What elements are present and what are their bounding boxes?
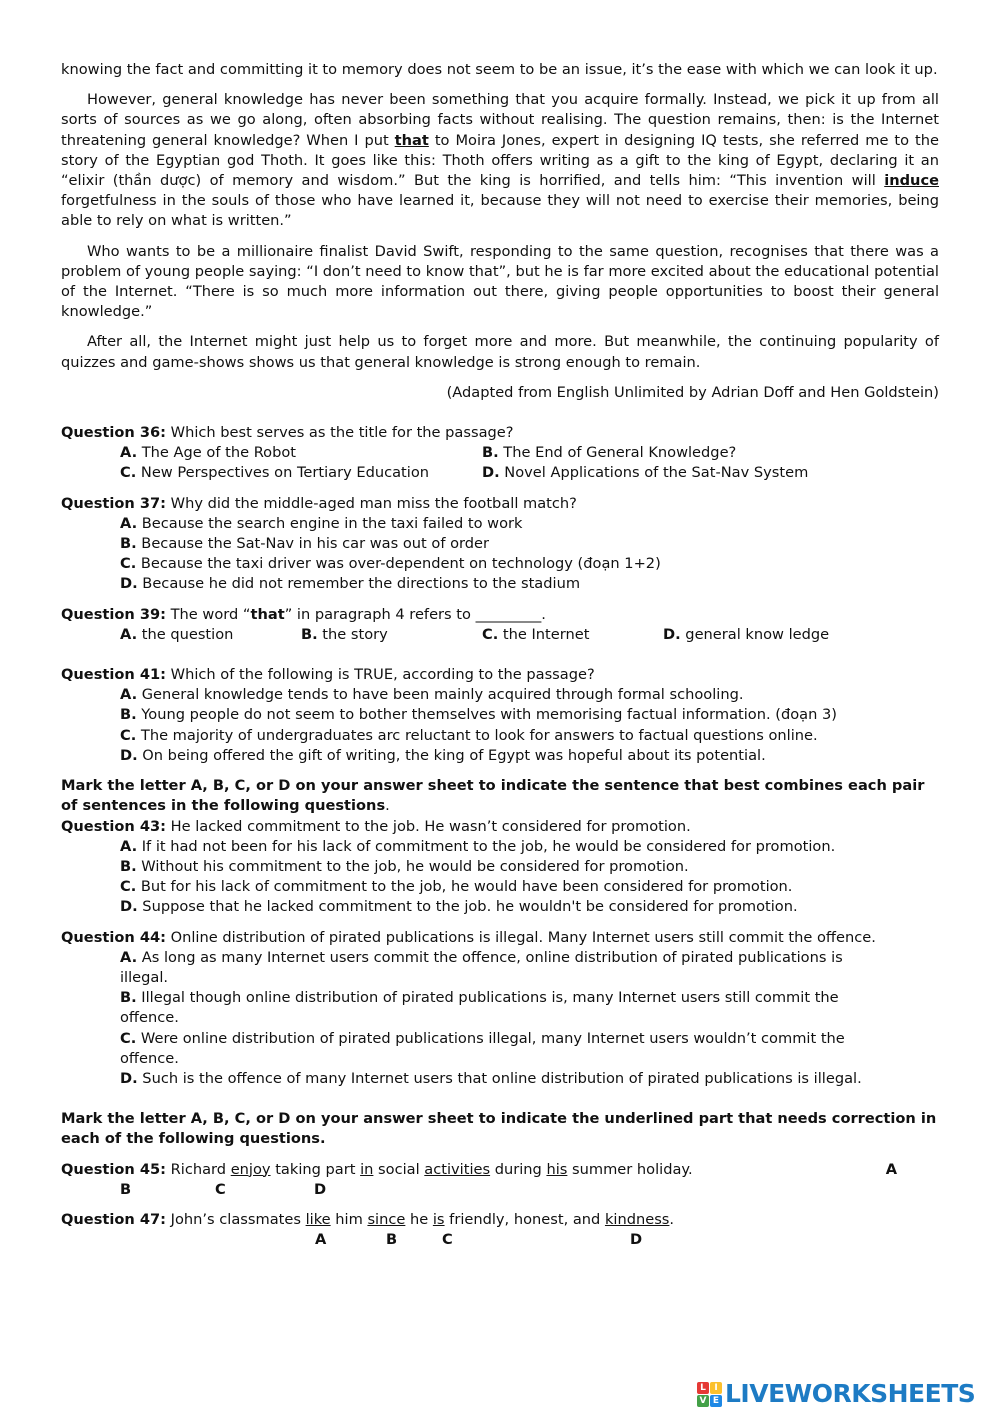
- underlined-part-a[interactable]: like: [305, 1210, 331, 1228]
- highlighted-word-that: that: [394, 131, 429, 149]
- underlined-part-c[interactable]: is: [432, 1210, 445, 1228]
- question-36: [61, 423, 939, 484]
- option-a[interactable]: A. General knowledge tends to have been mainly acquired through formal schooling.: [120, 686, 744, 704]
- option-d[interactable]: D. Such is the offence of many Internet users that online distribution of pirated publications is illegal.: [120, 1069, 862, 1087]
- question-44: [61, 928, 939, 1090]
- liveworksheets-logo-text: LIVEWORKSHEETS: [725, 1378, 976, 1408]
- option-b[interactable]: B. the story: [301, 625, 388, 643]
- option-a[interactable]: A. Because the search engine in the taxi failed to work: [120, 514, 523, 532]
- option-b[interactable]: B. Young people do not seem to bother themselves with memorising factual information. (đoạn 3): [120, 706, 837, 724]
- question-39: [61, 605, 939, 645]
- answer-letter-c: C: [442, 1230, 453, 1248]
- underlined-part-a[interactable]: enjoy: [230, 1160, 271, 1178]
- option-c[interactable]: C. New Perspectives on Tertiary Education: [120, 464, 430, 482]
- question-45: [61, 1160, 939, 1200]
- section-directive-error-correction: Mark the letter A, B, C, or D on your answer sheet to indicate the underlined part that needs correction in each of the following questions.: [61, 1110, 937, 1148]
- passage-source: (Adapted from English Unlimited by Adrian Doff and Hen Goldstein): [446, 383, 939, 401]
- passage-paragraph-4: After all, the Internet might just help us to forget more and more. But meanwhile, the continuing popularity of quizzes and game-shows shows us that general knowledge is strong enough to remain.: [61, 333, 939, 371]
- answer-letter-b: B: [386, 1230, 398, 1248]
- option-c[interactable]: C. Because the taxi driver was over-dependent on technology (đoạn 1+2): [120, 555, 661, 573]
- underlined-part-c[interactable]: activities: [424, 1160, 491, 1178]
- liveworksheets-logo: [697, 1379, 975, 1409]
- option-b[interactable]: B. Without his commitment to the job, he would be considered for promotion.: [120, 857, 689, 875]
- question-37: [61, 494, 939, 595]
- answer-letters-row: [61, 1180, 939, 1200]
- option-b[interactable]: B. Because the Sat-Nav in his car was out of order: [120, 535, 490, 553]
- option-a[interactable]: A. As long as many Internet users commit the offence, online distribution of pirated publications is illegal.: [120, 948, 843, 986]
- option-a[interactable]: A. the question: [120, 625, 234, 643]
- option-c[interactable]: C. But for his lack of commitment to the job, he would have been considered for promotion.: [120, 878, 793, 896]
- passage-paragraph-3: Who wants to be a millionaire finalist David Swift, responding to the same question, recognises that there was a problem of young people saying: “I don’t need to know that”, but he is far more excited about the educational potential of the Internet. “There is so much more information out there, giving people opportunities to boost their general knowledge.”: [61, 242, 939, 321]
- underlined-part-d[interactable]: his: [546, 1160, 568, 1178]
- answer-letters-row: [61, 1230, 939, 1250]
- question-39-stem: Question 39: The word “that” in paragraph 4 refers to _________.: [61, 605, 546, 623]
- liveworksheets-logo-icon: L I V E: [697, 1382, 722, 1407]
- answer-letter-a: A: [885, 1160, 897, 1178]
- question-47: [61, 1210, 939, 1250]
- question-36-stem: Question 36: Which best serves as the title for the passage?: [61, 424, 514, 442]
- option-c[interactable]: C. The majority of undergraduates arc reluctant to look for answers to factual questions online.: [120, 726, 818, 744]
- answer-letter-d: D: [630, 1230, 643, 1248]
- answer-letter-d: D: [314, 1180, 327, 1198]
- highlighted-word-induce: induce: [884, 172, 939, 190]
- answer-letter-a: A: [315, 1230, 327, 1248]
- option-d[interactable]: D. Because he did not remember the directions to the stadium: [120, 575, 581, 593]
- option-c[interactable]: C. Were online distribution of pirated publications illegal, many Internet users wouldn’t commit the offence.: [120, 1029, 845, 1067]
- question-43: [61, 817, 939, 918]
- option-b[interactable]: B. The End of General Knowledge?: [482, 444, 737, 462]
- answer-letter-c: C: [215, 1180, 226, 1198]
- section-directive-sentence-combination: Mark the letter A, B, C, or D on your answer sheet to indicate the sentence that best combines each pair of sentences in the following questions.: [61, 777, 925, 815]
- underlined-part-b[interactable]: since: [367, 1210, 406, 1228]
- option-b[interactable]: B. Illegal though online distribution of pirated publications is, many Internet users still commit the offence.: [120, 989, 839, 1027]
- question-39-options: [120, 625, 939, 645]
- answer-letter-b: B: [120, 1180, 132, 1198]
- underlined-part-d[interactable]: kindness: [604, 1210, 670, 1228]
- option-d[interactable]: D. On being offered the gift of writing, the king of Egypt was hopeful about its potential.: [120, 746, 766, 764]
- question-36-options: [120, 443, 939, 483]
- underlined-part-b[interactable]: in: [360, 1160, 374, 1178]
- question-43-stem: Question 43: He lacked commitment to the job. He wasn’t considered for promotion.: [61, 817, 691, 835]
- question-45-stem: Question 45: Richard enjoy taking part in social activities during his summer holiday.: [61, 1160, 693, 1178]
- option-a[interactable]: A. If it had not been for his lack of commitment to the job, he would be considered for promotion.: [120, 837, 836, 855]
- worksheet-page: [61, 60, 939, 1260]
- question-44-stem: Question 44: Online distribution of pirated publications is illegal. Many Internet users still commit the offence.: [61, 928, 876, 946]
- question-37-stem: Question 37: Why did the middle-aged man miss the football match?: [61, 494, 577, 512]
- option-d[interactable]: D. Suppose that he lacked commitment to the job. he wouldn't be considered for promotion.: [120, 898, 798, 916]
- option-d[interactable]: D. general know ledge: [663, 625, 830, 643]
- passage-paragraph-1: knowing the fact and committing it to memory does not seem to be an issue, it’s the ease with which we can look it up.: [61, 61, 938, 78]
- option-d[interactable]: D. Novel Applications of the Sat-Nav System: [482, 464, 809, 482]
- question-41-stem: Question 41: Which of the following is TRUE, according to the passage?: [61, 666, 595, 684]
- passage-paragraph-2: However, general knowledge has never been something that you acquire formally. Instead, we pick it up from all sorts of sources as we go along, often absorbing facts without realising. The question remains, then: is the Internet threatening general knowledge? When I put that to Moira Jones, expert in designing IQ tests, she referred me to the story of the Egyptian god Thoth. It goes like this: Thoth offers writing as a gift to the king of Egypt, declaring it an “elixir (thần dược) of memory and wisdom.” But the king is horrified, and tells him: “This invention will induce forgetfulness in the souls of those who have learned it, because they will not need to exercise their memories, being able to rely on what is written.”: [61, 91, 940, 230]
- question-41: [61, 665, 939, 766]
- question-47-stem: Question 47: John’s classmates like him since he is friendly, honest, and kindness.: [61, 1210, 675, 1228]
- option-a[interactable]: A. The Age of the Robot: [120, 444, 297, 462]
- option-c[interactable]: C. the Internet: [482, 625, 590, 643]
